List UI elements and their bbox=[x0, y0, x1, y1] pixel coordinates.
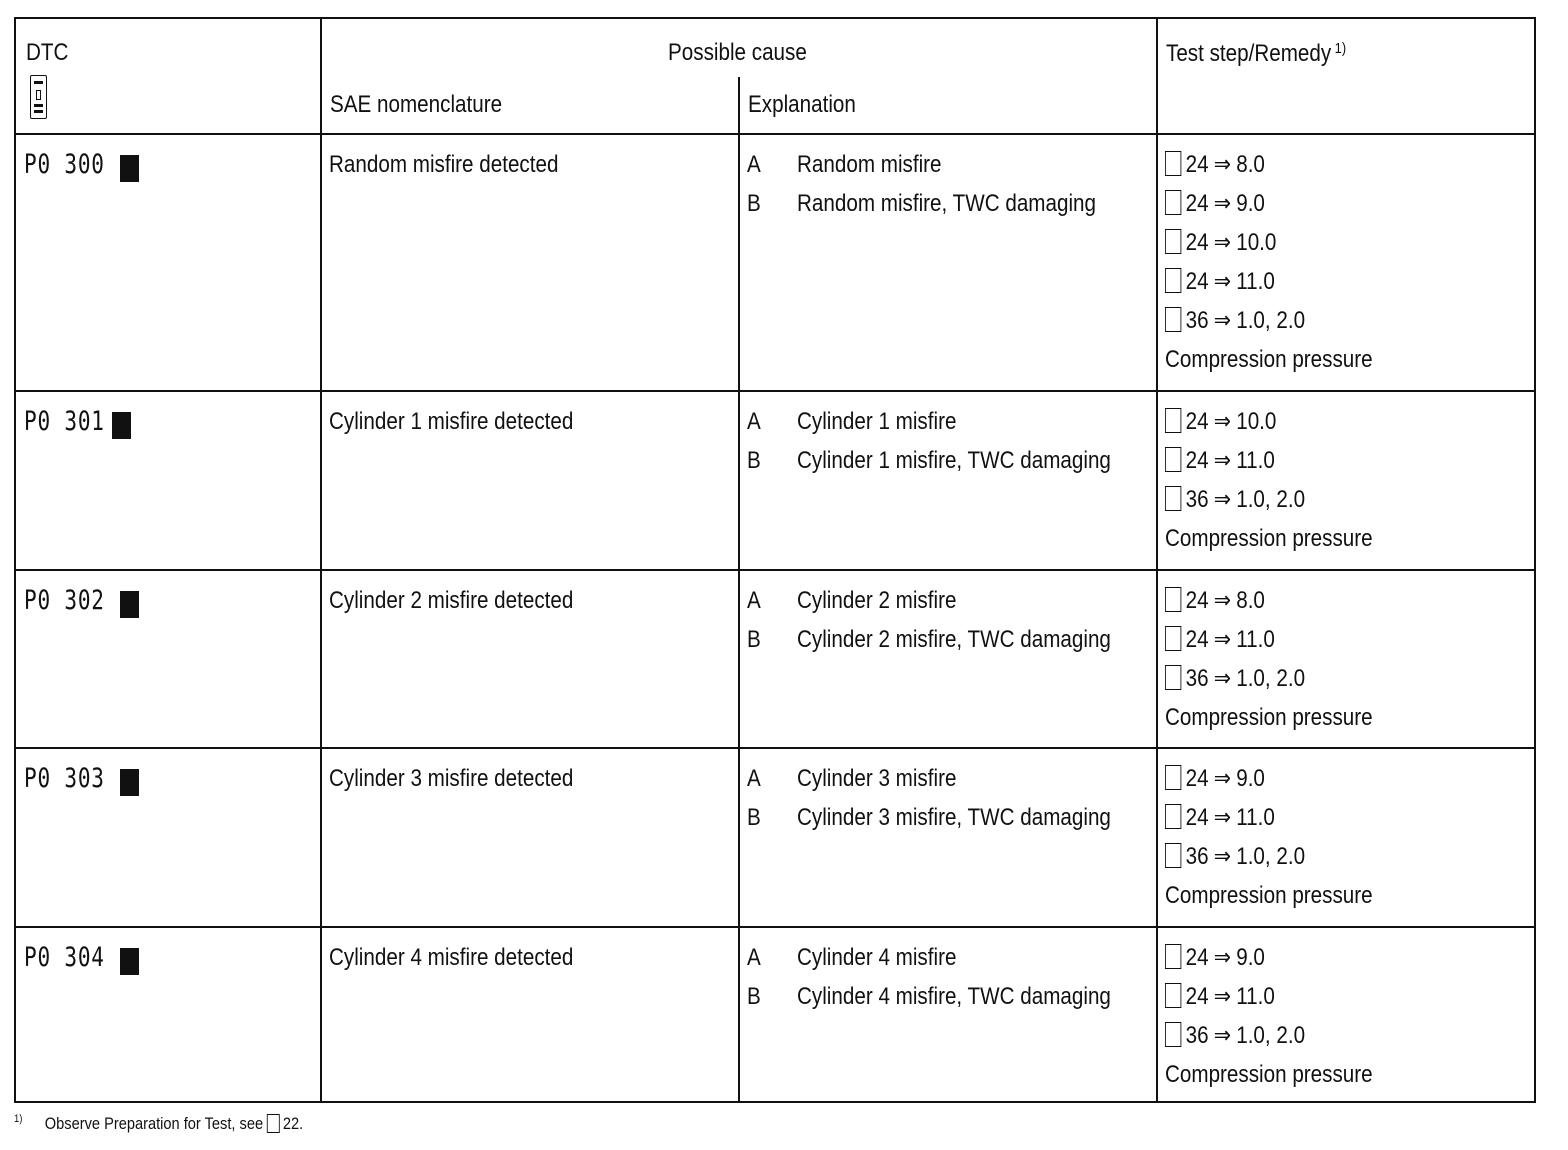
explanation-letter: A bbox=[747, 765, 761, 792]
test-step-page: 24 bbox=[1185, 765, 1209, 792]
test-step-section: 11.0 bbox=[1236, 804, 1275, 831]
implies-arrow-icon: ⇒ bbox=[1213, 486, 1232, 513]
test-step-section: 1.0, 2.0 bbox=[1236, 486, 1306, 513]
test-step-ref bbox=[1165, 587, 1265, 615]
header-sae: SAE nomenclature bbox=[330, 91, 503, 118]
implies-arrow-icon: ⇒ bbox=[1213, 626, 1232, 653]
test-step-ref bbox=[1165, 843, 1305, 871]
implies-arrow-icon: ⇒ bbox=[1213, 983, 1232, 1010]
page-ref-icon bbox=[1165, 229, 1181, 254]
test-step-page: 36 bbox=[1185, 665, 1209, 692]
column-divider bbox=[738, 77, 740, 1101]
header-test-step-note: 1) bbox=[1334, 40, 1347, 57]
test-step-ref bbox=[1165, 408, 1276, 436]
page-ref-icon bbox=[1165, 1022, 1181, 1047]
page-ref-icon bbox=[1165, 665, 1181, 690]
page-ref-icon bbox=[267, 1114, 280, 1133]
page-ref-icon bbox=[1165, 765, 1181, 790]
test-step-page: 24 bbox=[1185, 408, 1209, 435]
footnote-marker: 1) bbox=[14, 1113, 23, 1125]
row-divider bbox=[16, 390, 1534, 392]
test-step-section: 1.0, 2.0 bbox=[1236, 307, 1306, 334]
test-step-page: 24 bbox=[1185, 626, 1209, 653]
row-divider bbox=[16, 569, 1534, 571]
footnote-text: Observe Preparation for Test, see bbox=[44, 1114, 264, 1133]
remedy-text: Compression pressure bbox=[1165, 346, 1373, 373]
test-step-ref bbox=[1165, 983, 1275, 1011]
implies-arrow-icon: ⇒ bbox=[1213, 447, 1232, 474]
mil-indicator-icon bbox=[120, 948, 139, 975]
row-divider bbox=[16, 747, 1534, 749]
explanation-text: Cylinder 4 misfire, TWC damaging bbox=[797, 983, 1111, 1010]
test-step-section: 8.0 bbox=[1236, 587, 1265, 614]
dtc-table bbox=[14, 17, 1536, 1103]
page-ref-icon bbox=[1165, 944, 1181, 969]
test-step-ref bbox=[1165, 665, 1305, 693]
test-step-page: 36 bbox=[1185, 486, 1209, 513]
page-ref-icon bbox=[1165, 843, 1181, 868]
test-step-ref bbox=[1165, 626, 1275, 654]
test-step-section: 9.0 bbox=[1236, 944, 1265, 971]
remedy-text: Compression pressure bbox=[1165, 882, 1373, 909]
explanation-text: Cylinder 3 misfire, TWC damaging bbox=[797, 804, 1111, 831]
test-step-page: 24 bbox=[1185, 151, 1209, 178]
test-step-section: 8.0 bbox=[1236, 151, 1265, 178]
test-step-section: 1.0, 2.0 bbox=[1236, 1022, 1306, 1049]
page-ref-icon bbox=[1165, 486, 1181, 511]
page-ref-icon bbox=[1165, 587, 1181, 612]
implies-arrow-icon: ⇒ bbox=[1213, 587, 1232, 614]
implies-arrow-icon: ⇒ bbox=[1213, 843, 1232, 870]
test-step-page: 24 bbox=[1185, 447, 1209, 474]
mil-indicator-icon bbox=[112, 412, 131, 439]
explanation-text: Cylinder 1 misfire bbox=[797, 408, 957, 435]
mil-indicator-icon bbox=[120, 155, 139, 182]
remedy-text: Compression pressure bbox=[1165, 704, 1373, 731]
sae-nomenclature: Cylinder 3 misfire detected bbox=[329, 765, 574, 792]
row-divider bbox=[16, 133, 1534, 135]
page-ref-icon bbox=[1165, 268, 1181, 293]
explanation-letter: A bbox=[747, 944, 761, 971]
explanation-letter: B bbox=[747, 804, 761, 831]
test-step-page: 24 bbox=[1185, 587, 1209, 614]
explanation-letter: A bbox=[747, 151, 761, 178]
implies-arrow-icon: ⇒ bbox=[1213, 408, 1232, 435]
explanation-letter: B bbox=[747, 447, 761, 474]
explanation-text: Cylinder 4 misfire bbox=[797, 944, 957, 971]
test-step-section: 11.0 bbox=[1236, 983, 1275, 1010]
explanation-letter: B bbox=[747, 983, 761, 1010]
test-step-page: 24 bbox=[1185, 983, 1209, 1010]
page-ref-icon bbox=[1165, 190, 1181, 215]
page-ref-icon bbox=[1165, 447, 1181, 472]
header-explanation: Explanation bbox=[748, 91, 856, 118]
test-step-ref bbox=[1165, 190, 1265, 218]
explanation-letter: B bbox=[747, 190, 761, 217]
sae-nomenclature: Cylinder 2 misfire detected bbox=[329, 587, 574, 614]
test-step-ref bbox=[1165, 486, 1305, 514]
explanation-text: Cylinder 2 misfire bbox=[797, 587, 957, 614]
implies-arrow-icon: ⇒ bbox=[1213, 307, 1232, 334]
dtc-code: P0 303 bbox=[24, 763, 105, 794]
footnote bbox=[14, 1108, 303, 1135]
explanation-text: Random misfire bbox=[797, 151, 942, 178]
test-step-section: 11.0 bbox=[1236, 268, 1275, 295]
dtc-code: P0 304 bbox=[24, 942, 105, 973]
test-step-page: 24 bbox=[1185, 229, 1209, 256]
test-step-ref bbox=[1165, 765, 1265, 793]
test-step-ref bbox=[1165, 1022, 1305, 1050]
column-divider bbox=[320, 19, 322, 1101]
header-dtc: DTC bbox=[26, 39, 69, 66]
implies-arrow-icon: ⇒ bbox=[1213, 268, 1232, 295]
dtc-code: P0 302 bbox=[24, 585, 105, 616]
dtc-code: P0 301 bbox=[24, 406, 105, 437]
test-step-page: 24 bbox=[1185, 804, 1209, 831]
page-ref-icon bbox=[1165, 983, 1181, 1008]
test-step-section: 11.0 bbox=[1236, 626, 1275, 653]
test-step-ref bbox=[1165, 804, 1275, 832]
test-step-page: 24 bbox=[1185, 268, 1209, 295]
test-step-section: 9.0 bbox=[1236, 765, 1265, 792]
test-step-page: 36 bbox=[1185, 843, 1209, 870]
test-step-page: 36 bbox=[1185, 1022, 1209, 1049]
explanation-letter: A bbox=[747, 408, 761, 435]
remedy-text: Compression pressure bbox=[1165, 1061, 1373, 1088]
explanation-letter: A bbox=[747, 587, 761, 614]
test-step-ref bbox=[1165, 447, 1275, 475]
test-step-page: 36 bbox=[1185, 307, 1209, 334]
test-step-section: 9.0 bbox=[1236, 190, 1265, 217]
remedy-text: Compression pressure bbox=[1165, 525, 1373, 552]
header-test-step bbox=[1166, 35, 1346, 68]
test-step-section: 1.0, 2.0 bbox=[1236, 843, 1306, 870]
implies-arrow-icon: ⇒ bbox=[1213, 229, 1232, 256]
header-possible-cause: Possible cause bbox=[668, 39, 807, 66]
implies-arrow-icon: ⇒ bbox=[1213, 151, 1232, 178]
page-ref-icon bbox=[1165, 307, 1181, 332]
page-ref-icon bbox=[1165, 408, 1181, 433]
dtc-code: P0 300 bbox=[24, 149, 105, 180]
test-step-section: 11.0 bbox=[1236, 447, 1275, 474]
column-divider bbox=[1156, 19, 1158, 1101]
sae-nomenclature: Cylinder 4 misfire detected bbox=[329, 944, 574, 971]
header-test-step-label: Test step/Remedy bbox=[1166, 40, 1332, 67]
implies-arrow-icon: ⇒ bbox=[1213, 804, 1232, 831]
row-divider bbox=[16, 926, 1534, 928]
explanation-text: Cylinder 2 misfire, TWC damaging bbox=[797, 626, 1111, 653]
handheld-tester-icon bbox=[30, 75, 47, 119]
test-step-ref bbox=[1165, 944, 1265, 972]
test-step-section: 10.0 bbox=[1236, 408, 1277, 435]
test-step-ref bbox=[1165, 229, 1276, 257]
implies-arrow-icon: ⇒ bbox=[1213, 190, 1232, 217]
implies-arrow-icon: ⇒ bbox=[1213, 665, 1232, 692]
test-step-page: 24 bbox=[1185, 190, 1209, 217]
page-ref-icon bbox=[1165, 804, 1181, 829]
page-ref-icon bbox=[1165, 151, 1181, 176]
explanation-letter: B bbox=[747, 626, 761, 653]
page-ref-icon bbox=[1165, 626, 1181, 651]
test-step-section: 1.0, 2.0 bbox=[1236, 665, 1306, 692]
implies-arrow-icon: ⇒ bbox=[1213, 1022, 1232, 1049]
test-step-ref bbox=[1165, 268, 1275, 296]
test-step-section: 10.0 bbox=[1236, 229, 1277, 256]
footnote-page: 22. bbox=[282, 1114, 304, 1133]
implies-arrow-icon: ⇒ bbox=[1213, 765, 1232, 792]
test-step-page: 24 bbox=[1185, 944, 1209, 971]
mil-indicator-icon bbox=[120, 769, 139, 796]
test-step-ref bbox=[1165, 307, 1305, 335]
test-step-ref bbox=[1165, 151, 1265, 179]
implies-arrow-icon: ⇒ bbox=[1213, 944, 1232, 971]
explanation-text: Cylinder 1 misfire, TWC damaging bbox=[797, 447, 1111, 474]
sae-nomenclature: Random misfire detected bbox=[329, 151, 559, 178]
explanation-text: Random misfire, TWC damaging bbox=[797, 190, 1096, 217]
sae-nomenclature: Cylinder 1 misfire detected bbox=[329, 408, 574, 435]
explanation-text: Cylinder 3 misfire bbox=[797, 765, 957, 792]
mil-indicator-icon bbox=[120, 591, 139, 618]
